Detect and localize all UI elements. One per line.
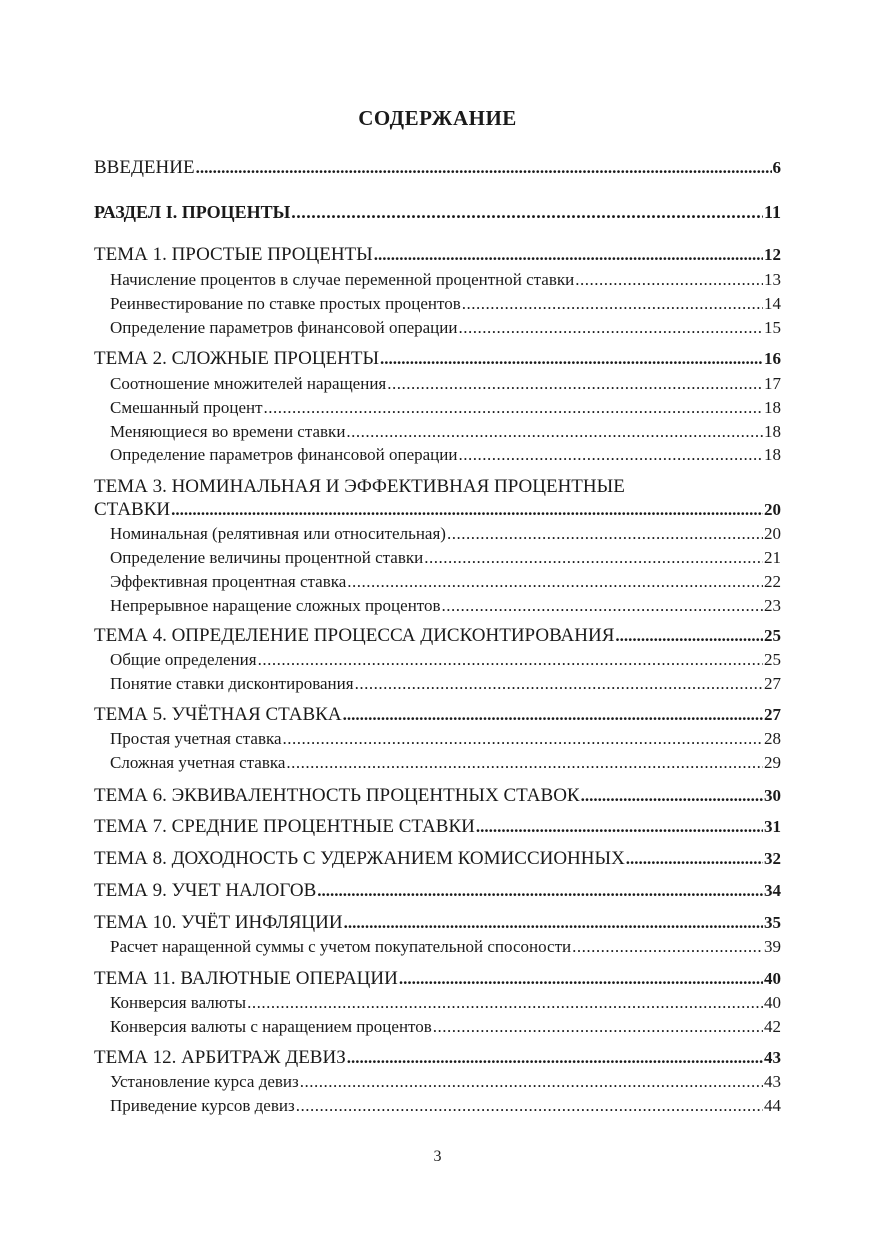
toc-entry-page: 21 <box>764 548 781 567</box>
dot-leader <box>374 243 763 267</box>
dot-leader <box>615 624 763 648</box>
toc-topic-entry[interactable] <box>94 498 781 522</box>
dot-leader <box>447 522 763 546</box>
toc-entry-page: 6 <box>772 158 781 177</box>
toc-entry-title: ТЕМА 2. СЛОЖНЫЕ ПРОЦЕНТЫ <box>94 348 380 369</box>
dot-leader <box>343 703 763 727</box>
toc-topic-entry[interactable] <box>94 879 781 903</box>
toc-entry-page: 35 <box>764 913 781 932</box>
toc-entry-page: 39 <box>764 937 781 956</box>
toc-entry-title: ТЕМА 6. ЭКВИВАЛЕНТНОСТЬ ПРОЦЕНТНЫХ СТАВОК <box>94 785 580 806</box>
toc-subentry[interactable] <box>110 316 781 340</box>
toc-topic-entry[interactable] <box>94 847 781 871</box>
toc-entry-title: Определение параметров финансовой операции <box>110 445 458 464</box>
toc-entry-page: 43 <box>764 1072 781 1091</box>
toc-topic-entry-line-1[interactable]: ТЕМА 3. НОМИНАЛЬНАЯ И ЭФФЕКТИВНАЯ ПРОЦЕНТНЫЕ <box>94 476 625 497</box>
dot-leader <box>264 396 763 420</box>
toc-subentry[interactable] <box>110 751 781 775</box>
toc-entry-page: 18 <box>764 445 781 464</box>
toc-subentry[interactable] <box>110 672 781 696</box>
toc-entry-page: 42 <box>764 1017 781 1036</box>
toc-entry-title: ВВЕДЕНИЕ <box>94 157 195 178</box>
dot-leader <box>433 1015 763 1039</box>
dot-leader <box>283 727 763 751</box>
toc-entry-title: ТЕМА 5. УЧЁТНАЯ СТАВКА <box>94 704 342 725</box>
toc-topic-entry[interactable] <box>94 347 781 371</box>
toc-entry-title: Общие определения <box>110 650 257 669</box>
toc-subentry[interactable] <box>110 570 781 594</box>
toc-entry-page: 25 <box>764 626 781 645</box>
toc-entry-title: Меняющиеся во времени ставки <box>110 422 346 441</box>
toc-topic-entry[interactable] <box>94 703 781 727</box>
toc-entry-title: Непрерывное наращение сложных процентов <box>110 596 441 615</box>
toc-subentry[interactable] <box>110 372 781 396</box>
toc-entry-page: 27 <box>764 705 781 724</box>
toc-entry-title: ТЕМА 12. АРБИТРАЖ ДЕВИЗ <box>94 1047 346 1068</box>
toc-entry-title: СТАВКИ <box>94 499 171 520</box>
toc-entry-title: Конверсия валюты с наращением процентов <box>110 1017 432 1036</box>
toc-entry-page: 30 <box>764 786 781 805</box>
toc-subentry[interactable] <box>110 727 781 751</box>
dot-leader <box>581 784 763 808</box>
dot-leader <box>196 156 772 180</box>
toc-entry-title: Определение величины процентной ставки <box>110 548 424 567</box>
dot-leader <box>258 648 763 672</box>
toc-entry-title: Соотношение множителей наращения <box>110 374 387 393</box>
dot-leader <box>575 268 763 292</box>
toc-subentry[interactable] <box>110 268 781 292</box>
toc-subentry[interactable] <box>110 522 781 546</box>
toc-entry-page: 34 <box>764 881 781 900</box>
dot-leader <box>387 372 763 396</box>
dot-leader <box>458 316 763 340</box>
toc-entry-page: 28 <box>764 729 781 748</box>
dot-leader <box>171 498 763 522</box>
dot-leader <box>424 546 763 570</box>
dot-leader <box>347 570 763 594</box>
dot-leader <box>458 443 763 467</box>
dot-leader <box>347 1046 763 1070</box>
toc-subentry[interactable] <box>110 1015 781 1039</box>
dot-leader <box>572 935 763 959</box>
toc-entry-title: ТЕМА 11. ВАЛЮТНЫЕ ОПЕРАЦИИ <box>94 968 398 989</box>
dot-leader <box>300 1070 763 1094</box>
toc-topic-entry[interactable] <box>94 243 781 267</box>
page-title: СОДЕРЖАНИЕ <box>358 106 517 130</box>
toc-entry-page: 20 <box>764 524 781 543</box>
toc-entry-page: 22 <box>764 572 781 591</box>
toc-topic-entry[interactable] <box>94 911 781 935</box>
dot-leader <box>346 420 763 444</box>
toc-subentry[interactable] <box>110 594 781 618</box>
toc-subentry[interactable] <box>110 991 781 1015</box>
toc-entry-page: 18 <box>764 398 781 417</box>
toc-entry-title: ТЕМА 9. УЧЕТ НАЛОГОВ <box>94 880 317 901</box>
toc-topic-entry[interactable] <box>94 1046 781 1070</box>
dot-leader <box>355 672 763 696</box>
toc-entry[interactable] <box>94 156 781 180</box>
toc-entry-page: 14 <box>764 294 781 313</box>
toc-entry-page: 40 <box>764 969 781 988</box>
dot-leader <box>296 1094 763 1118</box>
toc-subentry[interactable] <box>110 443 781 467</box>
toc-entry-title: Простая учетная ставка <box>110 729 282 748</box>
toc-entry-title: Эффективная процентная ставка <box>110 572 347 591</box>
toc-entry-title: Сложная учетная ставка <box>110 753 286 772</box>
toc-entry-page: 16 <box>764 349 781 368</box>
toc-subentry[interactable] <box>110 1070 781 1094</box>
toc-topic-entry[interactable] <box>94 967 781 991</box>
toc-entry-title: ТЕМА 8. ДОХОДНОСТЬ С УДЕРЖАНИЕМ КОМИССИОННЫХ <box>94 848 625 869</box>
toc-entry-title: ТЕМА 7. СРЕДНИЕ ПРОЦЕНТНЫЕ СТАВКИ <box>94 816 475 837</box>
dot-leader <box>286 751 763 775</box>
toc-entry-page: 29 <box>764 753 781 772</box>
toc-entry-title: Номинальная (релятивная или относительная) <box>110 524 446 543</box>
toc-entry-title: ТЕМА 10. УЧЁТ ИНФЛЯЦИИ <box>94 912 343 933</box>
toc-entry-page: 13 <box>764 270 781 289</box>
toc-entry-title: Смешанный процент <box>110 398 263 417</box>
dot-leader <box>462 292 763 316</box>
toc-entry-page: 18 <box>764 422 781 441</box>
dot-leader <box>476 815 763 839</box>
toc-entry-title: Понятие ставки дисконтирования <box>110 674 354 693</box>
toc-entry-page: 44 <box>764 1096 781 1115</box>
toc-entry-title: Расчет наращенной суммы с учетом покупательной спосоности <box>110 937 572 956</box>
toc-subentry[interactable] <box>110 1094 781 1118</box>
dot-leader <box>626 847 763 871</box>
toc-entry-title: Приведение курсов девиз <box>110 1096 295 1115</box>
toc-entry-page: 31 <box>764 817 781 836</box>
toc-entry-page: 11 <box>763 202 781 222</box>
toc-topic-entry[interactable] <box>94 624 781 648</box>
toc-subentry[interactable] <box>110 420 781 444</box>
toc-entry-page: 20 <box>764 500 781 519</box>
toc-entry-title: ТЕМА 1. ПРОСТЫЕ ПРОЦЕНТЫ <box>94 244 373 265</box>
toc-entry-page: 25 <box>764 650 781 669</box>
toc-entry-title: Конверсия валюты <box>110 993 247 1012</box>
toc-entry-title: Определение параметров финансовой операции <box>110 318 458 337</box>
toc-subentry[interactable] <box>110 546 781 570</box>
toc-entry-page: 40 <box>764 993 781 1012</box>
toc-entry-page: 32 <box>764 849 781 868</box>
toc-subentry[interactable] <box>110 396 781 420</box>
dot-leader <box>291 200 763 224</box>
toc-entry-page: 17 <box>764 374 781 393</box>
toc-entry-page: 27 <box>764 674 781 693</box>
toc-topic-entry[interactable] <box>94 784 781 808</box>
dot-leader <box>247 991 763 1015</box>
toc-topic-entry[interactable] <box>94 815 781 839</box>
toc-section-entry[interactable] <box>94 200 781 224</box>
toc-entry-page: 23 <box>764 596 781 615</box>
toc-entry-title: РАЗДЕЛ I. ПРОЦЕНТЫ <box>94 202 291 222</box>
toc-subentry[interactable] <box>110 648 781 672</box>
toc-subentry[interactable] <box>110 935 781 959</box>
dot-leader <box>399 967 763 991</box>
dot-leader <box>344 911 763 935</box>
toc-entry-title: Установление курса девиз <box>110 1072 299 1091</box>
dot-leader <box>317 879 763 903</box>
toc-subentry[interactable] <box>110 292 781 316</box>
toc-entry-page: 43 <box>764 1048 781 1067</box>
page-number: 3 <box>433 1148 442 1165</box>
toc-entry-page: 12 <box>764 245 781 264</box>
dot-leader <box>380 347 763 371</box>
toc-entry-title: ТЕМА 4. ОПРЕДЕЛЕНИЕ ПРОЦЕССА ДИСКОНТИРОВАНИЯ <box>94 625 615 646</box>
dot-leader <box>442 594 763 618</box>
toc-entry-page: 15 <box>764 318 781 337</box>
toc-entry-title: Начисление процентов в случае переменной процентной ставки <box>110 270 575 289</box>
toc-entry-title: Реинвестирование по ставке простых процентов <box>110 294 461 313</box>
